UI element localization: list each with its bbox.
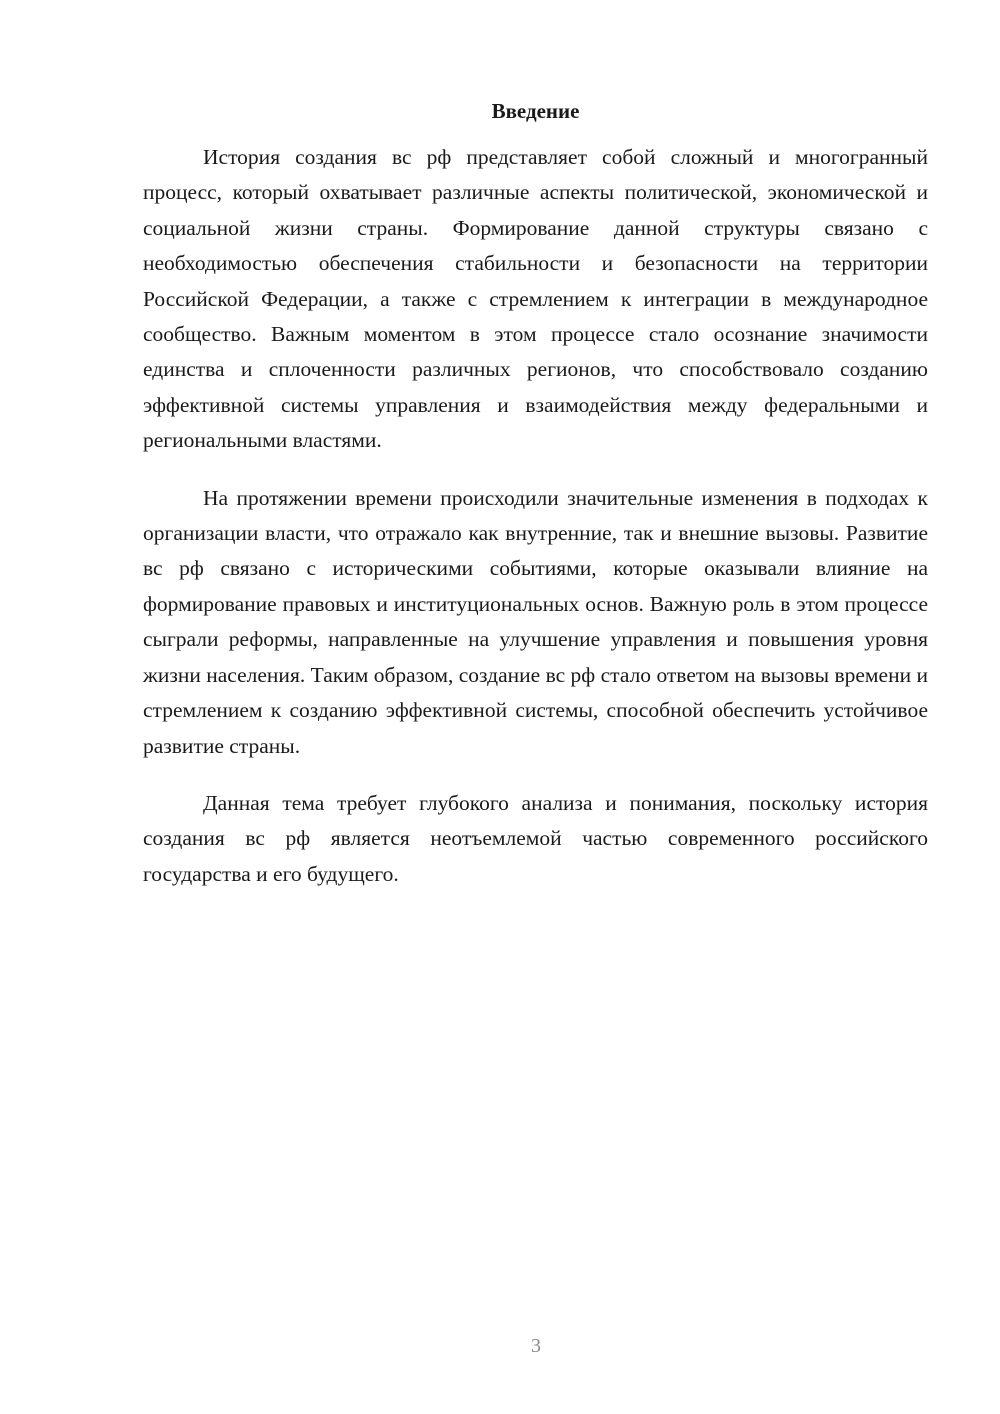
paragraph-1: История создания вс рф представляет собой сложный и многогранный процесс, который охватывает различные аспекты политической, экономической и социальной жизни страны. Формирование данной структуры связано с необходимостью обеспечения стабильности и безопасности на территории Российской Федерации, а также с стремлением к интеграции в международное сообщество. Важным моментом в этом процессе стало осознание значимости единства и сплоченности различных регионов, что способствовало созданию эффективной системы управления и взаимодействия между федеральными и региональными властями.: [143, 145, 928, 453]
paragraph-2: На протяжении времени происходили значительные изменения в подходах к организации власти, что отражало как внутренние, так и внешние вызовы. Развитие вс рф связано с историческими событиями, которые оказывали влияние на формирование правовых и институциональных основ. Важную роль в этом процессе сыграли реформы, направленные на улучшение управления и повышения уровня жизни населения. Таким образом, создание вс рф стало ответом на вызовы времени и стремлением к созданию эффективной системы, способной обеспечить устойчивое развитие страны.: [143, 485, 928, 758]
page-number: 3: [531, 1335, 541, 1357]
paragraph-3: Данная тема требует глубокого анализа и понимания, поскольку история создания вс рф является неотъемлемой частью современного российского государства и его будущего.: [143, 790, 928, 886]
page-content: [143, 96, 928, 914]
section-heading: Введение: [491, 99, 580, 123]
